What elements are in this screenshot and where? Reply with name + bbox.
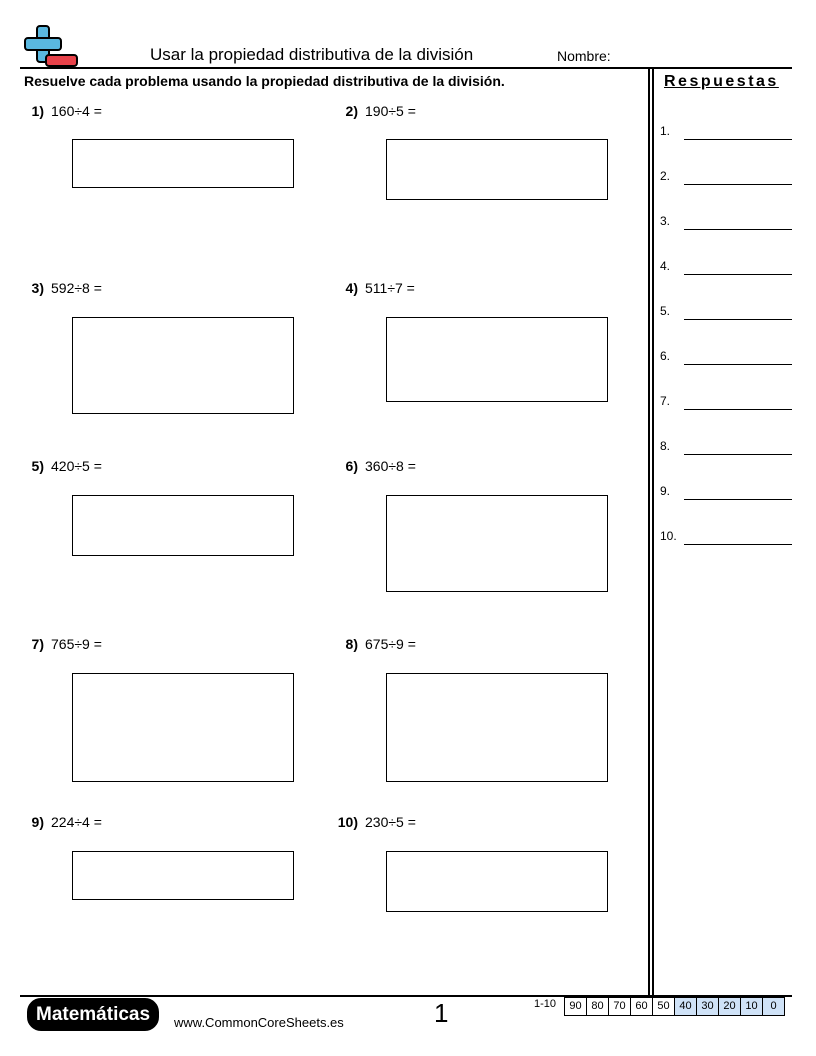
problem-9: 9) 224÷4 = bbox=[31, 814, 102, 830]
answers-title: Respuestas bbox=[664, 73, 779, 90]
work-box-3[interactable] bbox=[72, 317, 294, 414]
problem-1: 1) 160÷4 = bbox=[31, 103, 102, 119]
problem-expression: 511÷7 = bbox=[365, 280, 415, 296]
plus-minus-logo-icon bbox=[22, 24, 80, 70]
score-table bbox=[564, 997, 785, 1016]
answer-number: 3. bbox=[660, 214, 671, 228]
problem-3: 3) 592÷8 = bbox=[31, 280, 102, 296]
answer-line-4[interactable] bbox=[660, 255, 792, 275]
answer-line-10[interactable] bbox=[660, 525, 792, 545]
score-cell: 80 bbox=[587, 998, 609, 1015]
answer-number: 5. bbox=[660, 304, 671, 318]
score-range-label: 1-10 bbox=[534, 998, 557, 1010]
work-box-10[interactable] bbox=[386, 851, 608, 912]
answer-number: 1. bbox=[660, 124, 671, 138]
header-divider bbox=[20, 67, 792, 69]
answer-number: 9. bbox=[660, 484, 671, 498]
answer-line-8[interactable] bbox=[660, 435, 792, 455]
answer-column-divider bbox=[652, 69, 654, 997]
problem-8: 8) 675÷9 = bbox=[345, 636, 416, 652]
work-box-1[interactable] bbox=[72, 139, 294, 188]
work-box-4[interactable] bbox=[386, 317, 608, 402]
brand-badge: Matemáticas bbox=[27, 998, 159, 1031]
score-cell: 0 bbox=[763, 998, 785, 1015]
website-link[interactable]: www.CommonCoreSheets.es bbox=[174, 1015, 344, 1030]
answer-line-5[interactable] bbox=[660, 300, 792, 320]
answer-line-6[interactable] bbox=[660, 345, 792, 365]
problem-expression: 160÷4 = bbox=[51, 103, 102, 119]
answer-line-9[interactable] bbox=[660, 480, 792, 500]
answer-line-3[interactable] bbox=[660, 210, 792, 230]
score-cell: 30 bbox=[697, 998, 719, 1015]
worksheet-title: Usar la propiedad distributiva de la división bbox=[150, 45, 474, 64]
score-cell: 40 bbox=[675, 998, 697, 1015]
problem-5: 5) 420÷5 = bbox=[31, 458, 102, 474]
name-label: Nombre: bbox=[557, 48, 611, 64]
score-cell: 70 bbox=[609, 998, 631, 1015]
problem-4: 4) 511÷7 = bbox=[345, 280, 415, 296]
answer-number: 8. bbox=[660, 439, 671, 453]
answer-line-7[interactable] bbox=[660, 390, 792, 410]
work-box-9[interactable] bbox=[72, 851, 294, 900]
work-box-2[interactable] bbox=[386, 139, 608, 200]
problem-expression: 190÷5 = bbox=[365, 103, 416, 119]
work-box-8[interactable] bbox=[386, 673, 608, 782]
problem-2: 2) 190÷5 = bbox=[345, 103, 416, 119]
score-cell: 20 bbox=[719, 998, 741, 1015]
answer-number: 4. bbox=[660, 259, 671, 273]
score-cell: 90 bbox=[565, 998, 587, 1015]
score-cell: 50 bbox=[653, 998, 675, 1015]
answer-line-1[interactable] bbox=[660, 120, 792, 140]
answer-column-divider bbox=[648, 69, 650, 997]
answer-number: 10. bbox=[660, 529, 677, 543]
problem-expression: 224÷4 = bbox=[51, 814, 102, 830]
problem-expression: 420÷5 = bbox=[51, 458, 102, 474]
problem-expression: 230÷5 = bbox=[365, 814, 416, 830]
answer-number: 6. bbox=[660, 349, 671, 363]
score-cell: 10 bbox=[741, 998, 763, 1015]
work-box-6[interactable] bbox=[386, 495, 608, 592]
answer-number: 2. bbox=[660, 169, 671, 183]
work-box-5[interactable] bbox=[72, 495, 294, 556]
problem-expression: 592÷8 = bbox=[51, 280, 102, 296]
work-box-7[interactable] bbox=[72, 673, 294, 782]
score-cell: 60 bbox=[631, 998, 653, 1015]
answer-line-2[interactable] bbox=[660, 165, 792, 185]
problem-expression: 360÷8 = bbox=[365, 458, 416, 474]
problem-7: 7) 765÷9 = bbox=[31, 636, 102, 652]
answer-number: 7. bbox=[660, 394, 671, 408]
problem-6: 6) 360÷8 = bbox=[345, 458, 416, 474]
page-number: 1 bbox=[434, 998, 449, 1028]
problem-expression: 675÷9 = bbox=[365, 636, 416, 652]
instructions: Resuelve cada problema usando la propiedad distributiva de la división. bbox=[24, 73, 505, 89]
problem-10: 10) 230÷5 = bbox=[337, 814, 416, 830]
problem-expression: 765÷9 = bbox=[51, 636, 102, 652]
